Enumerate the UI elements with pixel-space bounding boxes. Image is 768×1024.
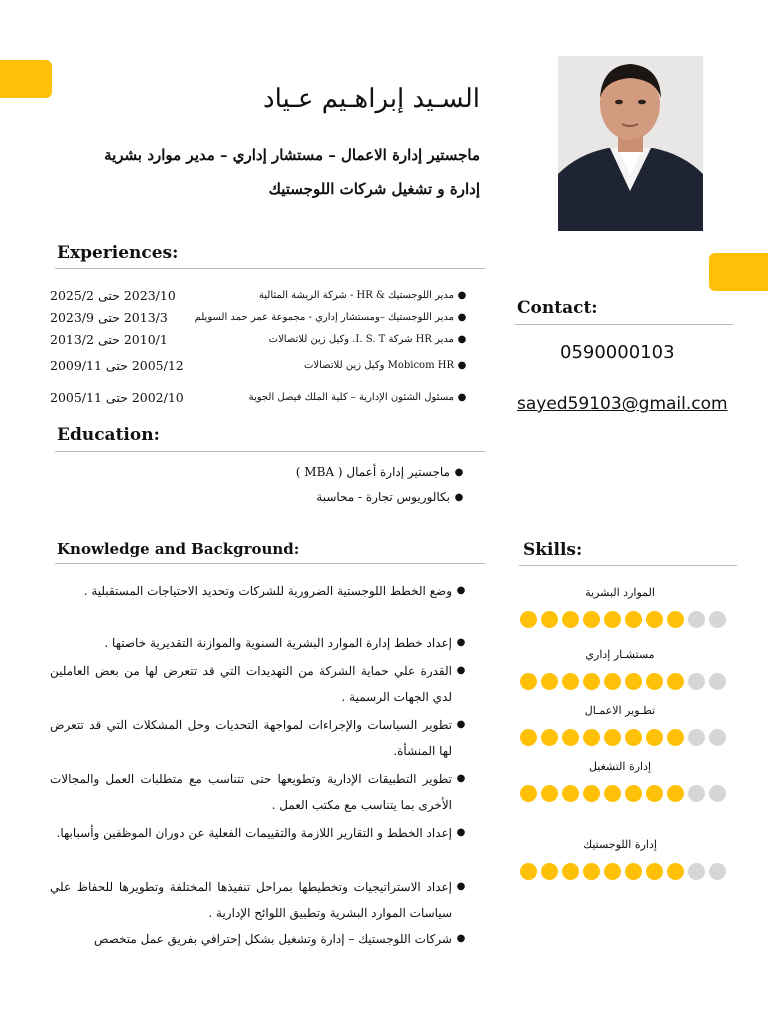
phone-number: 0590000103 — [560, 342, 675, 363]
rating-dot-filled — [646, 863, 663, 880]
rating-dot-filled — [604, 611, 621, 628]
accent-tab-right — [709, 253, 768, 291]
knowledge-item — [50, 926, 470, 952]
rating-dot-filled — [646, 673, 663, 690]
rating-dot-empty — [709, 673, 726, 690]
subtitle-line-2: إدارة و تشغيل شركات اللوجستيك — [268, 180, 480, 198]
rating-dot-filled — [562, 785, 579, 802]
education-item — [316, 490, 468, 504]
skill-name: تطـوير الاعمـال — [584, 704, 656, 717]
rating-dot-filled — [520, 785, 537, 802]
rating-dot-filled — [667, 611, 684, 628]
rating-dot-empty — [709, 729, 726, 746]
skill-rating — [520, 611, 730, 628]
person-name: السـيد إبراهـيم عـياد — [263, 84, 480, 114]
bullet-icon: ● — [456, 719, 466, 730]
bullet-icon: ● — [457, 391, 467, 403]
knowledge-text: إعداد الاستراتيجيات وتخطيطها بمراحل تنفيذها المختلفة وتطويرها للحفاظ علي سياسات الموارد البشرية وتطبيق اللوائح الإدارية . — [50, 880, 452, 920]
contact-divider — [515, 324, 733, 325]
rating-dot-filled — [583, 729, 600, 746]
knowledge-text: تطوير التطبيقات الإدارية وتطويعها حتى تتناسب مع متطلبات العمل والمجالات الأخرى بما يتناسب مع مكتب العمل . — [50, 772, 452, 812]
experience-item — [50, 354, 470, 376]
rating-dot-filled — [625, 611, 642, 628]
knowledge-item — [50, 658, 470, 710]
education-text: بكالوريوس تجارة - محاسبة — [316, 490, 450, 504]
rating-dot-empty — [688, 785, 705, 802]
bullet-icon: ● — [457, 289, 467, 301]
contact-heading: Contact: — [517, 298, 598, 318]
bullet-icon: ● — [457, 311, 467, 323]
skill-rating — [520, 785, 730, 802]
rating-dot-filled — [625, 785, 642, 802]
bullet-icon: ● — [457, 359, 467, 371]
skill-name: الموارد البشرية — [585, 586, 655, 599]
education-text: ماجستير إدارة أعمال ( MBA ) — [295, 465, 450, 479]
rating-dot-filled — [562, 863, 579, 880]
rating-dot-filled — [625, 673, 642, 690]
rating-dot-filled — [604, 785, 621, 802]
rating-dot-filled — [646, 785, 663, 802]
bullet-icon: ● — [454, 466, 464, 478]
education-item — [296, 465, 468, 479]
rating-dot-filled — [667, 673, 684, 690]
rating-dot-filled — [646, 611, 663, 628]
rating-dot-filled — [583, 785, 600, 802]
bullet-icon: ● — [456, 827, 466, 838]
rating-dot-filled — [625, 729, 642, 746]
skill-rating — [520, 863, 730, 880]
knowledge-text: إعداد خطط إدارة الموارد البشرية السنوية والموازنة التقديرية خاصتها . — [104, 636, 452, 650]
rating-dot-filled — [667, 785, 684, 802]
knowledge-heading: Knowledge and Background: — [57, 540, 300, 558]
knowledge-item — [50, 578, 470, 604]
rating-dot-filled — [583, 673, 600, 690]
rating-dot-filled — [562, 673, 579, 690]
knowledge-item — [50, 766, 470, 818]
experience-item — [50, 306, 470, 328]
rating-dot-filled — [667, 863, 684, 880]
bullet-icon: ● — [454, 491, 464, 503]
skills-heading: Skills: — [523, 540, 583, 560]
knowledge-item — [50, 820, 470, 846]
knowledge-text: تطوير السياسات والإجراءات لمواجهة التحديات وحل المشكلات التي قد تتعرض لها المنشأة. — [50, 718, 452, 758]
knowledge-divider — [55, 563, 485, 564]
rating-dot-filled — [541, 863, 558, 880]
rating-dot-empty — [688, 729, 705, 746]
knowledge-item — [50, 874, 470, 926]
experience-role: مدير HR شركة I. S. T. وكيل زين للاتصالات — [268, 333, 454, 345]
rating-dot-filled — [520, 673, 537, 690]
experience-period: 2005/12 حتى 2009/11 — [50, 357, 184, 373]
experience-role: مدير اللوجستيك –ومستشار إداري - مجموعة عمر حمد السويلم — [194, 311, 454, 323]
bullet-icon: ● — [456, 637, 466, 648]
rating-dot-filled — [520, 611, 537, 628]
bullet-icon: ● — [456, 665, 466, 676]
bullet-icon: ● — [456, 881, 466, 892]
rating-dot-filled — [562, 729, 579, 746]
rating-dot-filled — [646, 729, 663, 746]
rating-dot-empty — [709, 785, 726, 802]
experiences-divider — [55, 268, 485, 269]
rating-dot-filled — [583, 611, 600, 628]
rating-dot-filled — [604, 863, 621, 880]
rating-dot-empty — [688, 863, 705, 880]
rating-dot-filled — [625, 863, 642, 880]
education-divider — [55, 451, 485, 452]
experiences-heading: Experiences: — [57, 243, 179, 263]
bullet-icon: ● — [456, 933, 466, 944]
rating-dot-filled — [583, 863, 600, 880]
rating-dot-filled — [520, 863, 537, 880]
experience-item — [50, 386, 470, 408]
experience-role: Mobicom HR وكيل زين للاتصالات — [304, 359, 454, 371]
rating-dot-filled — [520, 729, 537, 746]
bullet-icon: ● — [456, 585, 466, 596]
rating-dot-filled — [541, 785, 558, 802]
rating-dot-empty — [709, 863, 726, 880]
rating-dot-filled — [604, 673, 621, 690]
skill-name: إدارة اللوجستيك — [583, 838, 657, 851]
profile-photo — [558, 56, 703, 231]
experience-role: مسئول الشئون الإدارية – كلية الملك فيصل الجوية — [248, 391, 454, 403]
knowledge-item — [50, 712, 470, 764]
education-heading: Education: — [57, 425, 160, 445]
experience-role: مدير اللوجستيك & HR - شركة الريشة المثالية — [258, 289, 454, 301]
experience-period: 2002/10 حتى 2005/11 — [50, 389, 184, 405]
experience-period: 2013/3 حتى 2023/9 — [50, 309, 168, 325]
rating-dot-filled — [541, 611, 558, 628]
skills-divider — [519, 565, 737, 566]
knowledge-item — [50, 630, 470, 656]
skill-name: إدارة التشغيل — [588, 760, 652, 773]
rating-dot-empty — [709, 611, 726, 628]
skill-name: مستشـار إداري — [585, 648, 655, 661]
bullet-icon: ● — [457, 333, 467, 345]
rating-dot-filled — [562, 611, 579, 628]
experience-item — [50, 284, 470, 306]
experience-item — [50, 328, 470, 350]
knowledge-text: شركات اللوجستيك – إدارة وتشغيل بشكل إحترافي بفريق عمل متخصص — [93, 932, 452, 946]
accent-tab-left — [0, 60, 52, 98]
skill-rating — [520, 729, 730, 746]
rating-dot-filled — [604, 729, 621, 746]
knowledge-text: القدرة علي حماية الشركة من التهديدات التي قد تتعرض لها من بعض العاملين لدي الجهات الرسمية . — [50, 664, 452, 704]
experience-period: 2010/1 حتى 2013/2 — [50, 331, 168, 347]
rating-dot-empty — [688, 611, 705, 628]
knowledge-text: إعداد الخطط و التقارير اللازمة والتقييمات الفعلية عن دوران الموظفين وأسبابها. — [56, 826, 452, 840]
subtitle-line-1: ماجستير إدارة الاعمال – مستشار إداري – مدير موارد بشرية — [104, 146, 480, 164]
rating-dot-filled — [541, 673, 558, 690]
rating-dot-filled — [667, 729, 684, 746]
email-link[interactable]: sayed59103@gmail.com — [517, 394, 728, 414]
rating-dot-empty — [688, 673, 705, 690]
rating-dot-filled — [541, 729, 558, 746]
experience-period: 2023/10 حتى 2025/2 — [50, 287, 176, 303]
knowledge-text: وضع الخطط اللوجستية الضرورية للشركات وتحديد الاحتياجات المستقبلية . — [83, 584, 452, 598]
skill-rating — [520, 673, 730, 690]
bullet-icon: ● — [456, 773, 466, 784]
